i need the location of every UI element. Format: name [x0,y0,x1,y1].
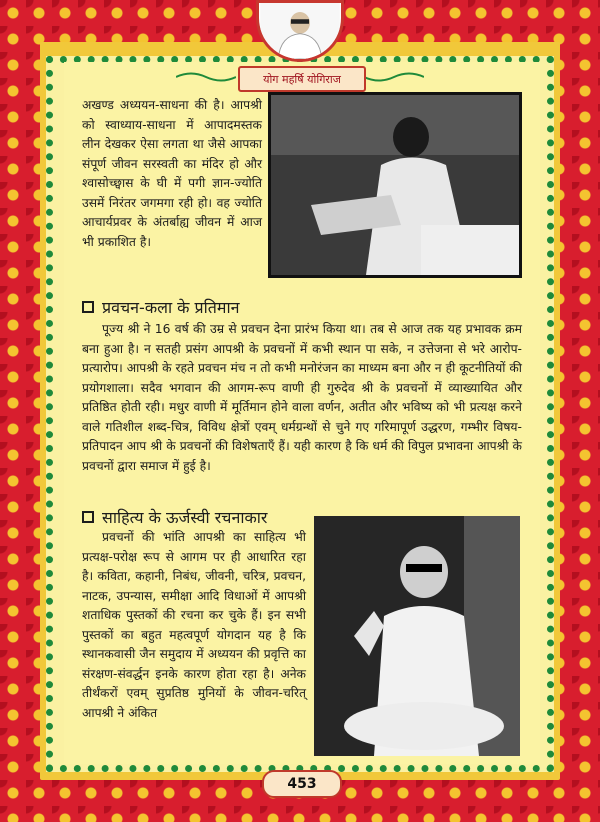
left-flourish-icon [176,70,236,84]
sahitya-heading [82,506,267,528]
photo-reading [268,92,522,278]
pravachan-heading [82,296,240,318]
page-number: 453 [262,770,342,798]
pravachan-paragraph: पूज्य श्री ने 16 वर्ष की उम्र से प्रवचन देना प्रारंभ किया था। तब से आज तक यह प्रभावक क्रम बना हुआ है। न सतही प्रसंग आपश्री के प्रवचनों में कभी स्थान पा सके, न उत्तेजना से भरे आरोप-प्रत्यारोप। आपश्री के रहते प्रवचन मंच न तो कभी मनोरंजन का माध्यम बना और न ही कूटनीतियों की प्रयोगशाला। सदैव भगवान की आगम-रूप वाणी ही गुरुदेव श्री के प्रवचनों में व्याख्यायित और प्रतिष्ठित होती रही। मधुर वाणी में मूर्तिमान होने वाला वर्णन, अतीत और भविष्य को भी प्रत्यक्ष करने वाले गतिशील शब्द-चित्र, विविध क्षेत्रों एवम् धर्मग्रन्थों से चुने गए गरिमापूर्ण उद्धरण, गम्भीर विषय-प्रतिपादन आप श्री के प्रवचनों की विशेषताएँ हैं। यही कारण है कि धर्म की विपुल प्रभावना आपश्री के प्रवचनों द्वारा समाज में हुई है। [82,322,522,473]
sahitya-heading-text: साहित्य के ऊर्जस्वी रचनाकार [102,508,268,527]
photo-seated-blessing [314,516,520,756]
intro-paragraph: अखण्ड अध्ययन-साधना की है। आपश्री को स्वाध्याय-साधना में आपादमस्तक लीन देखकर ऐसा लगता था जैसे आपका संपूर्ण जीवन सरस्वती का मंदिर हो और श्वासोच्छ्वास के घी में पगी ज्ञान-ज्योति उसमें निरंतर जगमगा रही हो। वह ज्योति आचार्यप्रवर के अंतर्बाह्य जीवन में आज भी प्रकाशित है। [82,98,262,249]
checkbox-bullet-icon [82,511,94,523]
pravachan-heading-text: प्रवचन-कला के प्रतिमान [102,298,240,317]
right-flourish-icon [364,70,424,84]
header-banner: योग महर्षि योगिराज [238,66,366,92]
checkbox-bullet-icon [82,301,94,313]
sahitya-paragraph: प्रवचनों की भांति आपश्री का साहित्य भी प्रत्यक्ष-परोक्ष रूप से आगम पर ही आधारित रहा है। कविता, कहानी, निबंध, जीवनी, चरित्र, प्रवचन, नाटक, उपन्यास, समीक्षा आदि विधाओं में आपश्री शताधिक पुस्तकों की रचना कर चुके हैं। इन सभी पुस्तकों का बहुत महत्वपूर्ण योगदान यह है कि स्थानकवासी जैन समुदाय में अध्ययन की प्रवृत्ति का संरक्षण-संवर्द्धन इनके कारण होता रहा है। अनेक तीर्थंकरों एवम् सुप्रतिष्ठ मुनियों के जीवन-चरित् आपश्री ने अंकित [82,530,306,720]
